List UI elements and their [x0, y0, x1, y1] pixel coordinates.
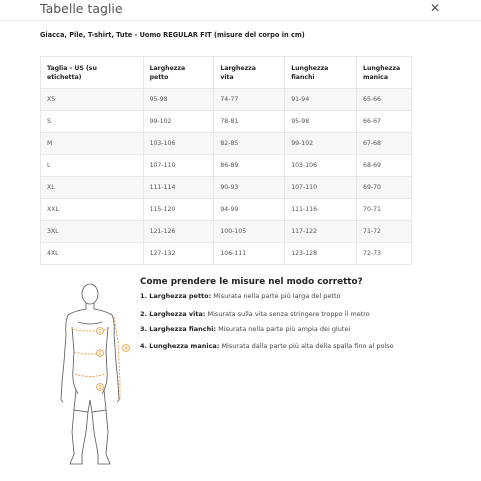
table-cell: 70-71 — [357, 199, 412, 221]
table-row — [41, 243, 412, 265]
table-row — [41, 221, 412, 243]
table-cell: 127-132 — [143, 243, 214, 265]
marker-2: 2 — [98, 350, 102, 357]
instruction-item: 1. Larghezza petto: Misurata nella parte più larga del petto — [140, 292, 341, 300]
instruction-item: 2. Larghezza vita: Misurata sulla vita senza stringere troppo il metro — [140, 310, 370, 318]
table-cell: 66-67 — [357, 111, 412, 133]
marker-3: 3 — [98, 384, 102, 391]
table-cell: 74-77 — [214, 89, 285, 111]
table-row — [41, 133, 412, 155]
modal-title: Tabelle taglie — [40, 1, 123, 16]
table-subtitle: Giacca, Pile, T-shirt, Tute - Uomo REGULAR FIT (misure del corpo in cm) — [40, 31, 305, 39]
table-cell: 95-98 — [285, 111, 357, 133]
table-cell: M — [41, 133, 144, 155]
column-header: Larghezza vita — [214, 57, 285, 89]
table-cell: 78-81 — [214, 111, 285, 133]
table-cell: 91-94 — [285, 89, 357, 111]
column-header: Larghezza petto — [143, 57, 214, 89]
table-cell: 95-98 — [143, 89, 214, 111]
table-cell: S — [41, 111, 144, 133]
table-cell: 107-110 — [285, 177, 357, 199]
table-cell: 69-70 — [357, 177, 412, 199]
table-cell: 65-66 — [357, 89, 412, 111]
table-cell: 111-114 — [143, 177, 214, 199]
modal-header — [0, 0, 481, 21]
column-header: Lunghezza fianchi — [285, 57, 357, 89]
table-cell: 68-69 — [357, 155, 412, 177]
marker-1: 1 — [98, 328, 102, 335]
table-row — [41, 111, 412, 133]
table-cell: 67-68 — [357, 133, 412, 155]
table-cell: 94-99 — [214, 199, 285, 221]
table-cell: 90-93 — [214, 177, 285, 199]
table-header-row — [41, 57, 412, 89]
instructions-title: Come prendere le misure nel modo corretto? — [140, 277, 363, 287]
table-cell: 117-122 — [285, 221, 357, 243]
table-cell: 100-105 — [214, 221, 285, 243]
column-header: Taglia - US (su etichetta) — [41, 57, 144, 89]
table-cell: XS — [41, 89, 144, 111]
body-measurement-figure — [52, 282, 134, 472]
table-cell: 71-72 — [357, 221, 412, 243]
table-cell: 103-106 — [285, 155, 357, 177]
table-cell: 111-116 — [285, 199, 357, 221]
table-cell: 123-128 — [285, 243, 357, 265]
table-cell: 3XL — [41, 221, 144, 243]
column-header: Lunghezza manica — [357, 57, 412, 89]
close-icon[interactable]: ✕ — [429, 1, 441, 15]
table-cell: 99-102 — [285, 133, 357, 155]
table-row — [41, 155, 412, 177]
table-cell: 72-73 — [357, 243, 412, 265]
table-cell: 82-85 — [214, 133, 285, 155]
table-row — [41, 199, 412, 221]
size-table — [40, 56, 412, 265]
table-cell: 4XL — [41, 243, 144, 265]
measurement-markers — [97, 328, 130, 391]
marker-4: 4 — [124, 345, 128, 352]
table-cell: 106-111 — [214, 243, 285, 265]
table-cell: 99-102 — [143, 111, 214, 133]
table-cell: 107-110 — [143, 155, 214, 177]
instruction-item: 4. Lunghezza manica: Misurata dalla parte più alta della spalla fino al polso — [140, 342, 394, 350]
table-cell: XXL — [41, 199, 144, 221]
table-row — [41, 177, 412, 199]
table-row — [41, 89, 412, 111]
table-cell: 121-126 — [143, 221, 214, 243]
instruction-item: 3. Larghezza fianchi: Misurata nella parte più ampia dei glutei — [140, 325, 351, 333]
table-cell: 115-120 — [143, 199, 214, 221]
table-cell: XL — [41, 177, 144, 199]
table-cell: 86-89 — [214, 155, 285, 177]
table-cell: L — [41, 155, 144, 177]
table-cell: 103-106 — [143, 133, 214, 155]
